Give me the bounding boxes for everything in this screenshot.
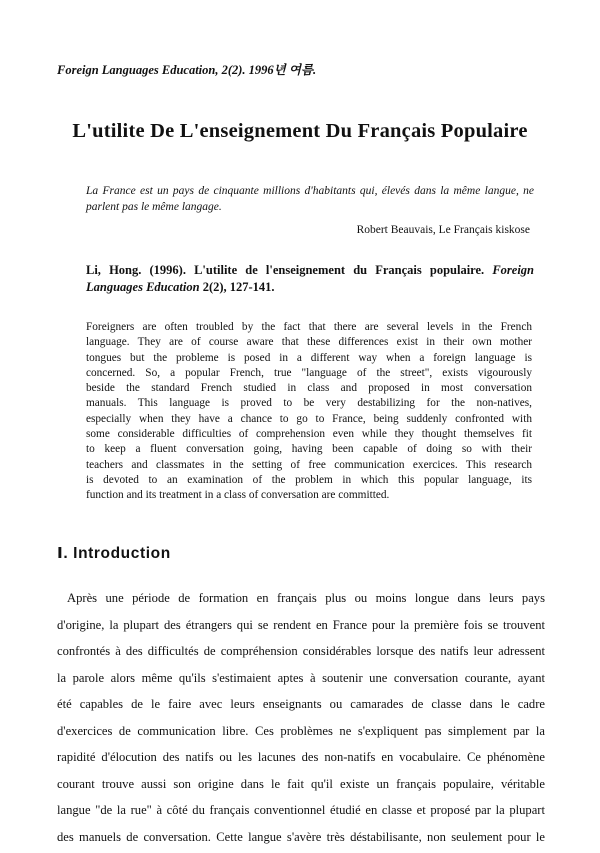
abstract-line: language. They are of course aware that these differences exist in their own mother bbox=[86, 335, 532, 350]
abstract-line: function and its treatment in a class of conversation are committed. bbox=[86, 488, 532, 503]
abstract bbox=[86, 320, 532, 504]
body-line: la parole alors même qu'ils s'estimaient aptes à soutenir une conversation courante, ayant bbox=[57, 668, 545, 695]
body-line: rapidité d'élocution des natifs ou les lacunes des non-natifs en vocabulaire. Ce phénomène bbox=[57, 747, 545, 774]
section-heading: Ⅰ. Introduction bbox=[57, 544, 171, 563]
abstract-line: especially when they have a chance to go to France, being suddenly confronted with bbox=[86, 412, 532, 427]
citation-journal: Foreign Languages Education bbox=[86, 263, 534, 294]
body-line: d'exercices de communication libre. Ces problèmes ne s'expliquent pas simplement par la bbox=[57, 721, 545, 748]
body-line: courant trouve aussi son origine dans le fait qu'il existe un français populaire, véritable bbox=[57, 774, 545, 801]
body-line: langue "de la rue" à côté du français conventionnel étudié en classe et proposé par la plupart bbox=[57, 800, 545, 827]
epigraph-source: Robert Beauvais, Le Français kiskose bbox=[357, 224, 530, 236]
abstract-line: to keep a fluent conversation going, having been capable of doing so with their bbox=[86, 442, 532, 457]
citation-suffix: 2(2), 127-141. bbox=[200, 280, 275, 294]
abstract-line: tongues but the probleme is posed in a different way when a foreign language is bbox=[86, 351, 532, 366]
body-line: des manuels de conversation. Cette langue s'avère très déstabilisante, non seulement pour le bbox=[57, 827, 545, 853]
body-line: été capables de le faire avec leurs enseignants ou camarades de classe dans le cadre bbox=[57, 694, 545, 721]
citation bbox=[86, 262, 534, 296]
body-text bbox=[57, 588, 545, 853]
abstract-line: concerned. So, a popular French, true "language of the street", exists vigourously bbox=[86, 366, 532, 381]
abstract-line: some considerable difficulties of comprehension even while they thought themselves fit bbox=[86, 427, 532, 442]
abstract-line: teachers and classmates in the setting of free communication exercices. This research bbox=[86, 458, 532, 473]
abstract-line: Foreigners are often troubled by the fact that there are several levels in the French bbox=[86, 320, 532, 335]
abstract-line: beside the standard French studied in class and proposed in most conversation bbox=[86, 381, 532, 396]
body-line: Après une période de formation en français plus ou moins longue dans leurs pays bbox=[57, 588, 545, 615]
journal-header: Foreign Languages Education, 2(2). 1996년 여름. bbox=[57, 60, 316, 78]
epigraph-quote: La France est un pays de cinquante millions d'habitants qui, élevés dans la même langue, ne parlent pas le même langage. bbox=[86, 183, 534, 215]
body-line: d'origine, la plupart des étrangers qui se rendent en France pour la première fois se trouvent bbox=[57, 615, 545, 642]
citation-prefix: Li, Hong. (1996). L'utilite de l'enseignement du Français populaire. bbox=[86, 263, 492, 277]
abstract-line: manuals. This language is proved to be very destabilizing for the non-natives, bbox=[86, 396, 532, 411]
body-line: confrontés à des difficultés de compréhension considérables lorsque des natifs leur adressent bbox=[57, 641, 545, 668]
paper-title: L'utilite De L'enseignement Du Français Populaire bbox=[0, 120, 600, 143]
abstract-line: is devoted to an examination of the problem in which this popular language, its bbox=[86, 473, 532, 488]
